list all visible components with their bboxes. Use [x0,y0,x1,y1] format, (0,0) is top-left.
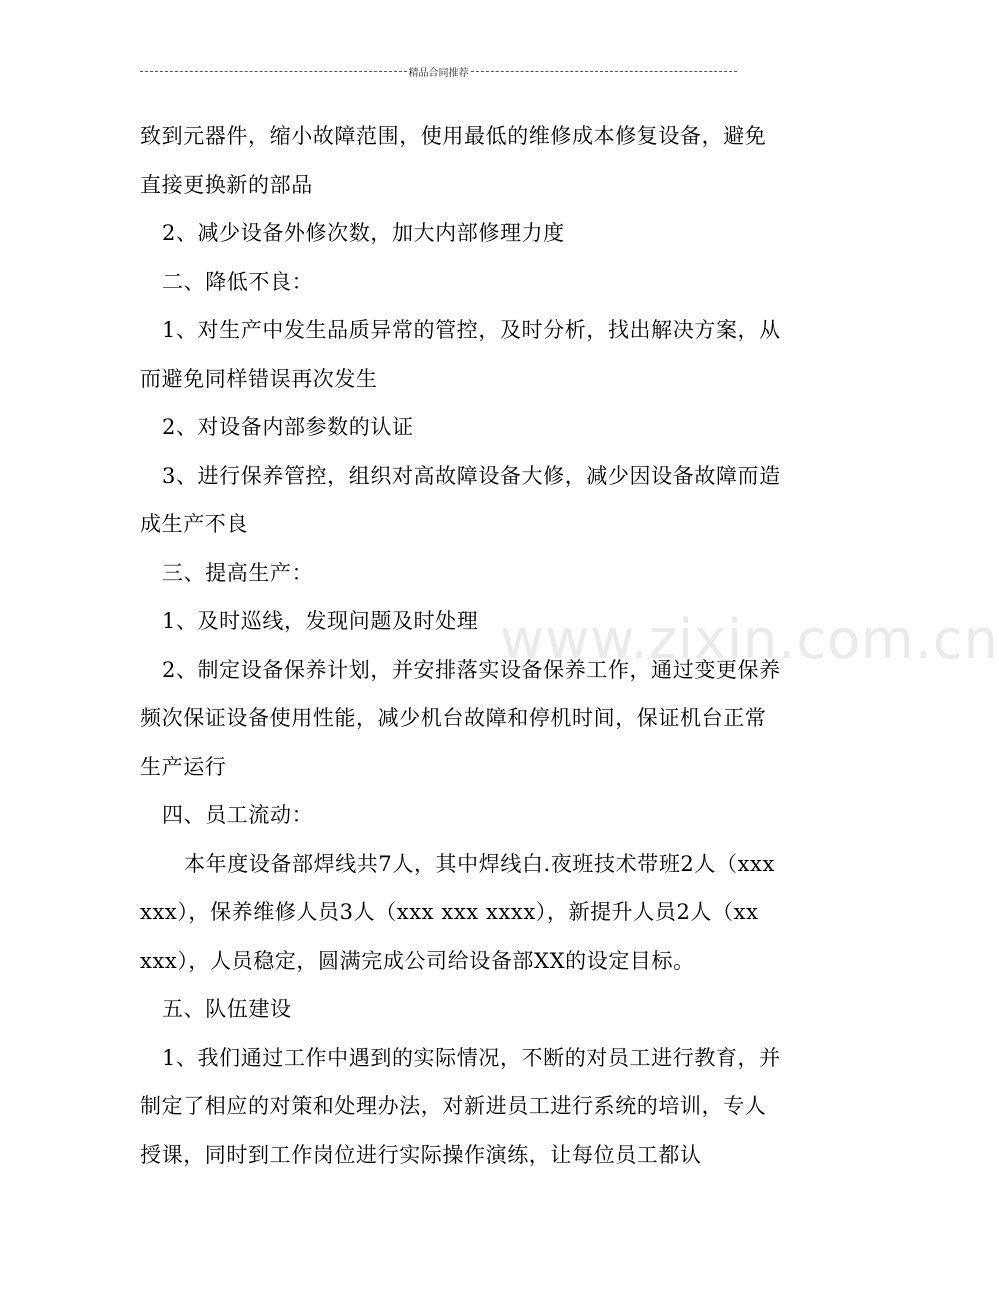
section-heading: 四、员工流动： [162,803,314,827]
paragraph: 1、及时巡线，发现问题及时处理 [162,609,479,633]
paragraph: 2、对设备内部参数的认证 [162,415,414,439]
paragraph: 1、我们通过工作中遇到的实际情况，不断的对员工进行教育，并制定了相应的对策和处理办法，对新进员工进行系统的培训，专人授课，同时到工作岗位进行实际操作演练，让每位员工都认 [140,1045,781,1167]
paragraph: 3、进行保养管控，组织对高故障设备大修，减少因设备故障而造成生产不良 [140,463,781,536]
section-heading: 五、队伍建设 [162,997,292,1021]
paragraph: 2、制定设备保养计划，并安排落实设备保养工作，通过变更保养频次保证设备使用性能，减少机台故障和停机时间，保证机台正常生产运行 [140,657,781,779]
document-body [140,112,785,1179]
page-header [140,64,737,79]
paragraph: 1、对生产中发生品质异常的管控，及时分析，找出解决方案，从而避免同样错误再次发生 [140,318,781,391]
paragraph: 本年度设备部焊线共7人，其中焊线白.夜班技术带班2人（xxx xxx），保养维修人员3人（xxx xxx xxxx），新提升人员2人（xx xxx），人员稳定，圆满完成公司给设备部XX的设定目标。 [140,851,775,973]
header-title: 精品合同推荐 [408,68,469,79]
paragraph: 2、减少设备外修次数，加大内部修理力度 [162,221,565,245]
header-dash-right [471,71,738,72]
section-heading: 二、降低不良： [162,269,314,294]
paragraph: 致到元器件，缩小故障范围，使用最低的维修成本修复设备，避免直接更换新的部品 [140,124,767,197]
header-dash-left [140,71,407,72]
watermark: www.zixin.com.cn [500,608,999,671]
section-heading: 三、提高生产： [162,560,314,585]
